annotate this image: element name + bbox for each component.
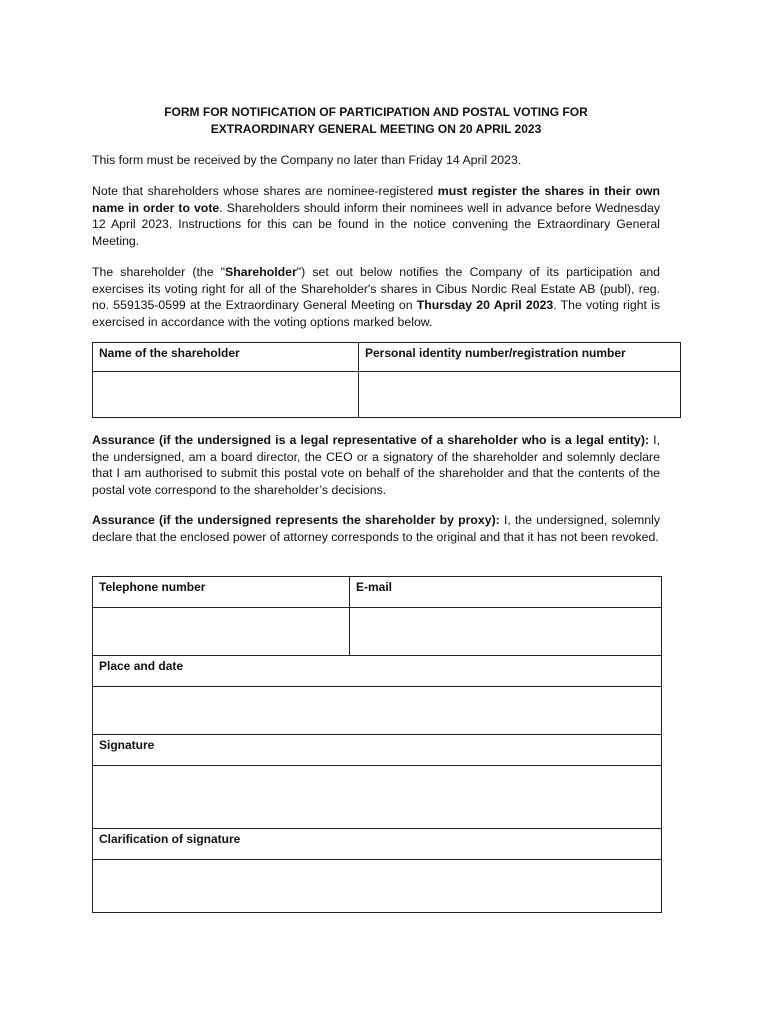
- clarification-field[interactable]: [93, 860, 662, 913]
- contact-signature-table: [92, 576, 662, 913]
- assurance-legal-entity: [92, 432, 660, 498]
- assurance-legal-heading: Assurance (if the undersigned is a legal representative of a shareholder who is a legal entity):: [92, 433, 650, 447]
- shareholder-notice-text-3: . The voting right is exercised in accordance with the voting options marked below.: [92, 298, 661, 329]
- clarification-header: [93, 829, 662, 860]
- nominee-note-text-2: . Shareholders should inform their nominees well in advance before Wednesday 12 April 2023. Instructions for this can be found in the notice convening the Extraordinary General Meeting.: [92, 200, 660, 248]
- email-header: [350, 577, 662, 608]
- shareholder-notice-text-2: ") set out below notifies the Company of its participation and exercises its voting right for all of the Shareholder's shares in Cibus Nordic Real Estate AB (publ), reg. no. 559135-0599 at the Extraordinary General Meeting on: [92, 265, 661, 313]
- signature-header: [93, 735, 662, 766]
- shareholder-name-label: Name of the shareholder: [99, 346, 240, 360]
- place-date-header: [93, 656, 662, 687]
- telephone-header: [93, 577, 350, 608]
- assurance-legal-text: I, the undersigned, am a board director, the CEO or a signatory of the shareholder and solemnly declare that I am authorised to submit this postal vote on behalf of the shareholder and that the contents of the postal vote correspond to the shareholder’s decisions.: [92, 433, 661, 497]
- shareholder-notice-text-1: The shareholder (the ": [92, 265, 226, 279]
- email-field[interactable]: [350, 608, 662, 656]
- assurance-proxy-text: I, the undersigned, solemnly declare that the enclosed power of attorney corresponds to the original and that it has not been revoked.: [92, 513, 660, 544]
- nominee-note-text-1: Note that shareholders whose shares are nominee-registered: [92, 184, 438, 198]
- shareholder-table: [92, 342, 681, 418]
- telephone-field[interactable]: [93, 608, 350, 656]
- deadline-text: This form must be received by the Company no later than Friday 14 April 2023.: [92, 153, 522, 167]
- clarification-label: Clarification of signature: [99, 832, 241, 846]
- meeting-date-emphasis: Thursday 20 April 2023: [416, 298, 554, 313]
- registration-number-header: [359, 343, 681, 372]
- form-title-line-2: EXTRAORDINARY GENERAL MEETING ON 20 APRIL 2023: [210, 121, 542, 136]
- nominee-note-emphasis: must register the shares in their own name in order to vote: [92, 184, 661, 215]
- shareholder-notice: [92, 264, 660, 330]
- place-date-label: Place and date: [99, 659, 184, 673]
- shareholder-name-field[interactable]: [93, 372, 359, 418]
- telephone-label: Telephone number: [99, 580, 206, 594]
- registration-number-label: Personal identity number/registration number: [365, 346, 626, 360]
- form-title-line-1: FORM FOR NOTIFICATION OF PARTICIPATION AND POSTAL VOTING FOR: [164, 105, 588, 119]
- assurance-proxy-heading: Assurance (if the undersigned represents the shareholder by proxy):: [92, 513, 500, 527]
- assurance-proxy: [92, 512, 660, 545]
- shareholder-name-header: [93, 343, 359, 372]
- shareholder-defined-term: Shareholder: [225, 265, 297, 279]
- signature-label: Signature: [99, 738, 155, 752]
- form-title: [92, 104, 660, 137]
- registration-number-field[interactable]: [359, 372, 681, 418]
- nominee-note: [92, 183, 660, 249]
- place-date-field[interactable]: [93, 687, 662, 735]
- email-label: E-mail: [356, 580, 393, 594]
- signature-field[interactable]: [93, 766, 662, 829]
